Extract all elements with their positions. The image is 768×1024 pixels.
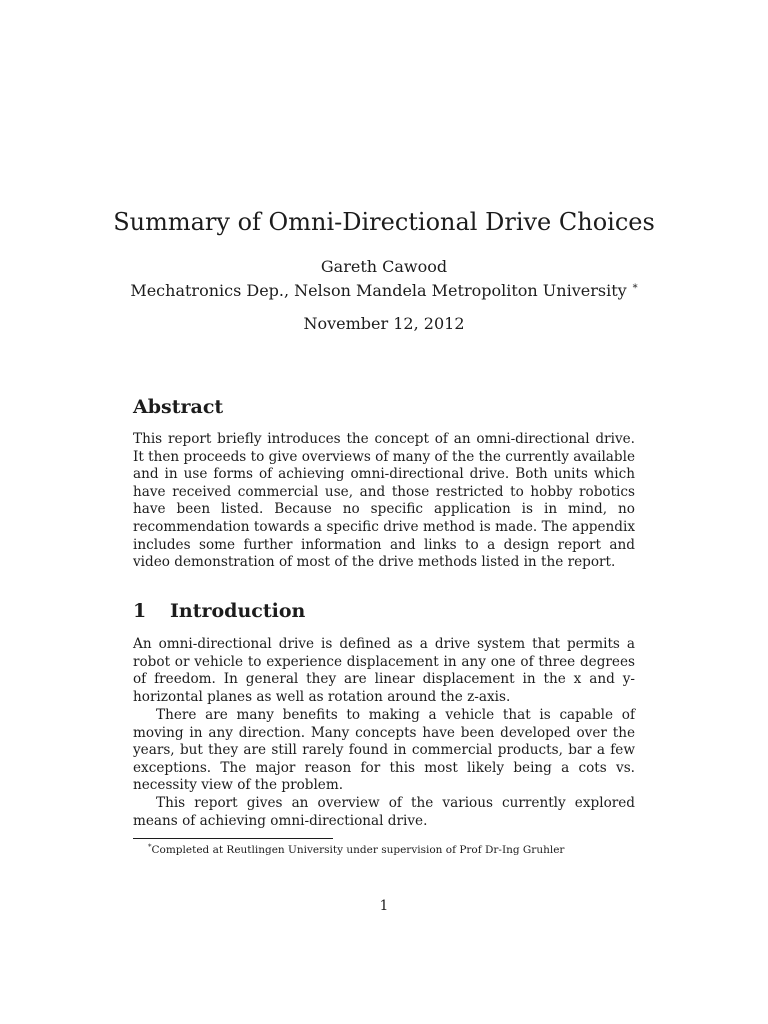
affiliation-text: Mechatronics Dep., Nelson Mandela Metropoliton University <box>130 281 627 300</box>
intro-paragraph-1: An omni-directional drive is defined as a drive system that permits a robot or vehicle to experience displacement in any one of three degrees of freedom. In general they are linear displacement in the x and y- horizontal planes as well as rotation around the z-axis. <box>133 636 635 705</box>
author-affiliation <box>0 278 768 302</box>
section-title: Introduction <box>170 600 306 622</box>
section-heading-introduction <box>133 598 305 624</box>
paper-date: November 12, 2012 <box>303 314 465 333</box>
footnote-divider <box>133 838 333 839</box>
intro-paragraph-3: This report gives an overview of the various currently explored means of achieving omni-directional drive. <box>133 795 635 829</box>
footnote-marker-ref: * <box>148 843 152 851</box>
page-number: 1 <box>379 898 389 914</box>
intro-paragraph-2: There are many benefits to making a vehicle that is capable of moving in any direction. Many concepts have been developed over the years, but they are still rarely found in commercial products, bar a few exceptions. The major reason for this most likely being a cots vs. necessity view of the problem. <box>133 707 635 794</box>
abstract-heading: Abstract <box>133 396 224 418</box>
paper-title: Summary of Omni-Directional Drive Choices <box>113 208 655 236</box>
footnote-marker: * <box>632 283 638 294</box>
footnote-text: Completed at Reutlingen University under supervision of Prof Dr-Ing Gruhler <box>151 844 565 856</box>
section-number: 1 <box>133 600 147 622</box>
author-name: Gareth Cawood <box>320 257 448 276</box>
abstract-text: This report briefly introduces the concept of an omni-directional drive. It then proceeds to give overviews of many of the the currently available and in use forms of achieving omni-directional drive. Both units which have received commercial use, and those restricted to hobby robotics have been listed. Because no specific application is in mind, no recommendation towards a specific drive method is made. The appendix includes some further information and links to a design report and video demonstration of most of the drive methods listed in the report. <box>133 431 635 571</box>
footnote <box>148 840 564 857</box>
